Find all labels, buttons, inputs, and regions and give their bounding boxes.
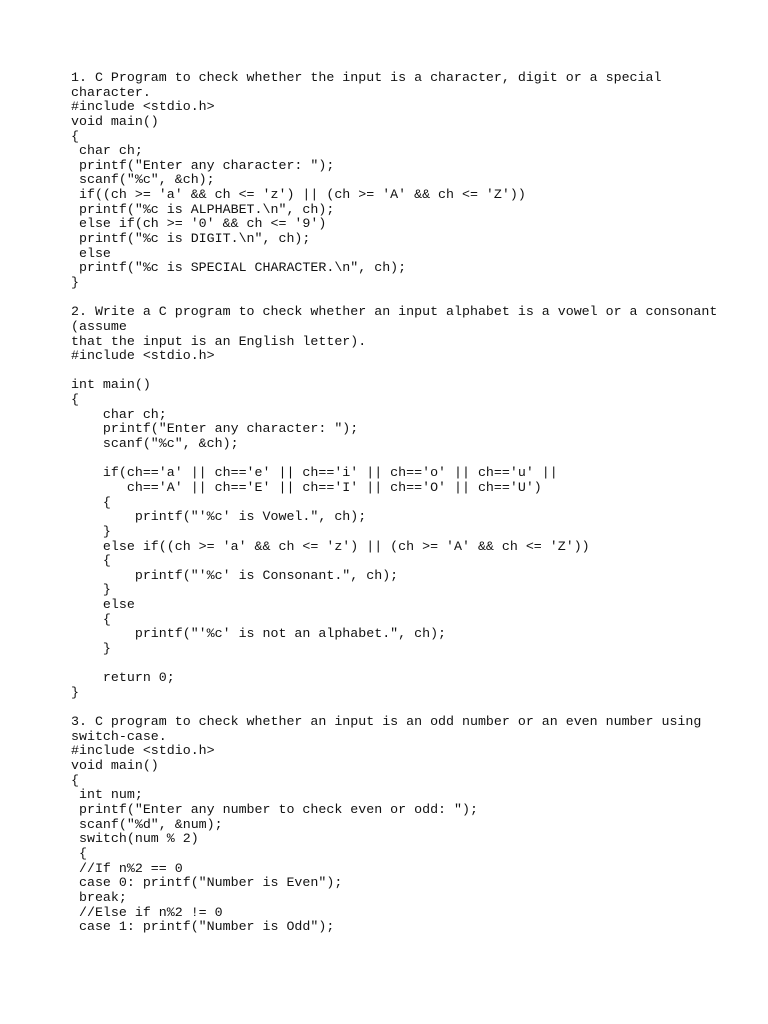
document-line: //If n%2 == 0 [71, 860, 183, 876]
document-line: ch=='A' || ch=='E' || ch=='I' || ch=='O' || ch=='U') [71, 479, 542, 495]
document-line [71, 452, 751, 467]
document-line: printf("'%c' is Vowel.", ch); [71, 509, 367, 525]
document-line: int main() [71, 377, 151, 393]
document-line [71, 657, 751, 672]
document-line: else [71, 597, 135, 613]
document-line: { [71, 611, 111, 627]
document-line: { [71, 553, 111, 569]
document-line: } [71, 274, 79, 290]
document-line: printf("Enter any number to check even or odd: "); [71, 802, 478, 818]
document-line: break; [71, 889, 127, 905]
document-line: else if((ch >= 'a' && ch <= 'z') || (ch >= 'A' && ch <= 'Z')) [71, 538, 590, 554]
document-line: } [71, 523, 111, 539]
document-line: { [71, 392, 79, 408]
document-line: scanf("%d", &num); [71, 816, 223, 832]
document-line: that the input is an English letter). [71, 333, 367, 349]
document-line: else if(ch >= '0' && ch <= '9') [71, 216, 327, 232]
document-line: char ch; [71, 143, 143, 159]
document-line: if(ch=='a' || ch=='e' || ch=='i' || ch=='o' || ch=='u' || [71, 465, 558, 481]
document-line: { [71, 128, 79, 144]
document-line: { [71, 772, 79, 788]
document-line: if((ch >= 'a' && ch <= 'z') || (ch >= 'A' && ch <= 'Z')) [71, 187, 526, 203]
document-line: } [71, 684, 79, 700]
document-line: } [71, 640, 111, 656]
document-line: scanf("%c", &ch); [71, 172, 215, 188]
document-line: void main() [71, 758, 159, 774]
document-line: printf("Enter any character: "); [71, 157, 335, 173]
document-line: { [71, 494, 111, 510]
document-line: #include <stdio.h> [71, 743, 215, 759]
document-line: 1. C Program to check whether the input is a character, digit or a special [71, 70, 662, 85]
document-line: #include <stdio.h> [71, 348, 215, 364]
document-line: #include <stdio.h> [71, 99, 215, 115]
document-line: printf("Enter any character: "); [71, 421, 359, 437]
document-line: character. [71, 84, 151, 100]
document-line: printf("%c is DIGIT.\n", ch); [71, 231, 311, 247]
document-line [71, 701, 751, 716]
document-line: case 1: printf("Number is Odd"); [71, 919, 335, 935]
document-line: (assume [71, 318, 127, 334]
document-line: 2. Write a C program to check whether an input alphabet is a vowel or a consonant [71, 304, 718, 320]
document-line: { [71, 845, 87, 861]
document-line: char ch; [71, 406, 167, 422]
document-line: switch-case. [71, 728, 167, 744]
document-line [71, 291, 751, 306]
document-line: void main() [71, 113, 159, 129]
document-line: 3. C program to check whether an input is an odd number or an even number using [71, 714, 702, 730]
document-line: case 0: printf("Number is Even"); [71, 875, 343, 891]
document-text [71, 71, 751, 935]
document-line: scanf("%c", &ch); [71, 436, 239, 452]
document-line [71, 364, 751, 379]
document-line: printf("%c is SPECIAL CHARACTER.\n", ch); [71, 260, 407, 276]
document-line: printf("'%c' is not an alphabet.", ch); [71, 626, 447, 642]
document-line: switch(num % 2) [71, 831, 199, 847]
document-line: else [71, 245, 111, 261]
document-line: printf("%c is ALPHABET.\n", ch); [71, 201, 335, 217]
document-line: printf("'%c' is Consonant.", ch); [71, 567, 399, 583]
document-line: //Else if n%2 != 0 [71, 904, 223, 920]
document-line: return 0; [71, 670, 175, 686]
document-line: } [71, 582, 111, 598]
document-line: int num; [71, 787, 143, 803]
